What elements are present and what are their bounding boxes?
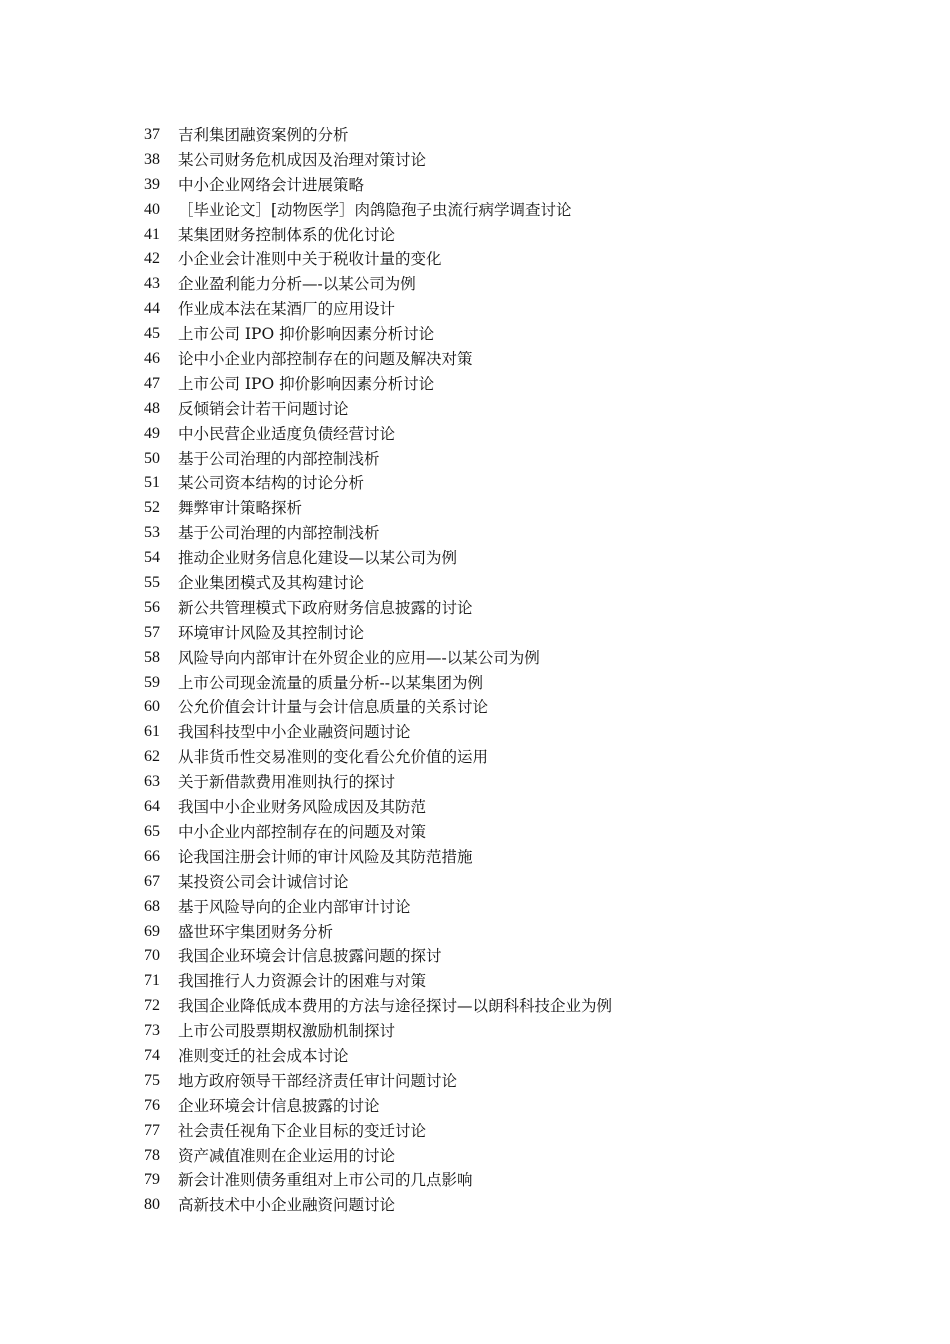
item-title: 某集团财务控制体系的优化讨论 xyxy=(178,225,396,244)
item-number: 56 xyxy=(144,598,160,616)
item-number: 76 xyxy=(144,1096,160,1114)
item-title: 推动企业财务信息化建设—以某公司为例 xyxy=(178,549,458,568)
item-number: 43 xyxy=(144,275,160,293)
item-title: 某公司财务危机成因及治理对策讨论 xyxy=(178,150,427,169)
item-number: 58 xyxy=(144,648,160,666)
list-item xyxy=(144,198,612,223)
item-number: 50 xyxy=(144,449,160,467)
list-item xyxy=(144,173,612,198)
list-item xyxy=(144,546,612,571)
item-title: 某公司资本结构的讨论分析 xyxy=(178,474,365,493)
list-item xyxy=(144,422,612,447)
list-item xyxy=(144,372,612,397)
list-item xyxy=(144,1094,612,1119)
item-number: 53 xyxy=(144,524,160,542)
list-item xyxy=(144,521,612,546)
item-title: 论我国注册会计师的审计风险及其防范措施 xyxy=(178,847,473,866)
list-item xyxy=(144,272,612,297)
item-title: 某投资公司会计诚信讨论 xyxy=(178,872,349,891)
item-number: 51 xyxy=(144,474,160,492)
item-number: 80 xyxy=(144,1196,160,1214)
list-item xyxy=(144,123,612,148)
item-number: 60 xyxy=(144,698,160,716)
item-number: 68 xyxy=(144,897,160,915)
item-number: 73 xyxy=(144,1022,160,1040)
list-item xyxy=(144,944,612,969)
item-number: 67 xyxy=(144,872,160,890)
item-number: 79 xyxy=(144,1171,160,1189)
list-item xyxy=(144,1193,612,1218)
topic-list xyxy=(144,123,612,1218)
item-title: 上市公司现金流量的质量分析--以某集团为例 xyxy=(178,673,483,692)
list-item xyxy=(144,148,612,173)
list-item xyxy=(144,1044,612,1069)
list-item xyxy=(144,571,612,596)
item-number: 71 xyxy=(144,972,160,990)
item-title: 舞弊审计策略探析 xyxy=(178,499,303,518)
item-number: 70 xyxy=(144,947,160,965)
list-item xyxy=(144,646,612,671)
item-number: 48 xyxy=(144,399,160,417)
item-title: 新会计准则债务重组对上市公司的几点影响 xyxy=(178,1171,473,1190)
item-number: 63 xyxy=(144,773,160,791)
list-item xyxy=(144,969,612,994)
item-title: 新公共管理模式下政府财务信息披露的讨论 xyxy=(178,598,473,617)
item-title: 盛世环宇集团财务分析 xyxy=(178,922,334,941)
list-item xyxy=(144,496,612,521)
item-title: 上市公司 IPO 抑价影响因素分析讨论 xyxy=(178,374,435,393)
item-title: 风险导向内部审计在外贸企业的应用—-以某公司为例 xyxy=(178,648,540,667)
item-title: 企业环境会计信息披露的讨论 xyxy=(178,1096,380,1115)
item-number: 39 xyxy=(144,175,160,193)
item-title: 企业集团模式及其构建讨论 xyxy=(178,574,365,593)
item-number: 55 xyxy=(144,574,160,592)
item-title: 基于公司治理的内部控制浅析 xyxy=(178,449,380,468)
item-title: 环境审计风险及其控制讨论 xyxy=(178,623,365,642)
item-number: 66 xyxy=(144,847,160,865)
item-number: 72 xyxy=(144,997,160,1015)
item-number: 45 xyxy=(144,325,160,343)
item-number: 77 xyxy=(144,1121,160,1139)
list-item xyxy=(144,870,612,895)
item-number: 62 xyxy=(144,748,160,766)
item-title: 我国企业降低成本费用的方法与途径探讨—以朗科科技企业为例 xyxy=(178,997,613,1016)
item-title: 小企业会计准则中关于税收计量的变化 xyxy=(178,250,442,269)
item-title: 资产减值准则在企业运用的讨论 xyxy=(178,1146,396,1165)
item-number: 61 xyxy=(144,723,160,741)
list-item xyxy=(144,322,612,347)
list-item xyxy=(144,297,612,322)
list-item xyxy=(144,447,612,472)
item-title: 我国企业环境会计信息披露问题的探讨 xyxy=(178,947,442,966)
item-title: ［毕业论文］[动物医学］肉鸽隐孢子虫流行病学调查讨论 xyxy=(178,200,572,219)
item-number: 57 xyxy=(144,623,160,641)
item-number: 40 xyxy=(144,200,160,218)
list-item xyxy=(144,671,612,696)
item-number: 75 xyxy=(144,1071,160,1089)
list-item xyxy=(144,621,612,646)
item-number: 44 xyxy=(144,300,160,318)
item-title: 吉利集团融资案例的分析 xyxy=(178,126,349,144)
list-item xyxy=(144,1019,612,1044)
item-title: 作业成本法在某酒厂的应用设计 xyxy=(178,300,396,319)
item-title: 上市公司 IPO 抑价影响因素分析讨论 xyxy=(178,325,435,344)
item-number: 65 xyxy=(144,822,160,840)
item-number: 46 xyxy=(144,350,160,368)
item-title: 基于风险导向的企业内部审计讨论 xyxy=(178,897,411,916)
list-item xyxy=(144,845,612,870)
list-item xyxy=(144,1144,612,1169)
item-title: 中小企业网络会计进展策略 xyxy=(178,175,365,194)
item-title: 论中小企业内部控制存在的问题及解决对策 xyxy=(178,350,473,369)
list-item xyxy=(144,820,612,845)
list-item xyxy=(144,895,612,920)
list-item xyxy=(144,1168,612,1193)
item-number: 47 xyxy=(144,374,160,392)
list-item xyxy=(144,770,612,795)
item-number: 49 xyxy=(144,424,160,442)
list-item xyxy=(144,795,612,820)
list-item xyxy=(144,994,612,1019)
list-item xyxy=(144,223,612,248)
item-title: 高新技术中小企业融资问题讨论 xyxy=(178,1196,396,1215)
item-title: 中小民营企业适度负债经营讨论 xyxy=(178,424,396,443)
item-number: 69 xyxy=(144,922,160,940)
item-title: 我国推行人力资源会计的困难与对策 xyxy=(178,972,427,991)
item-title: 我国中小企业财务风险成因及其防范 xyxy=(178,798,427,817)
item-number: 42 xyxy=(144,250,160,268)
list-item xyxy=(144,471,612,496)
item-title: 基于公司治理的内部控制浅析 xyxy=(178,524,380,543)
list-item xyxy=(144,247,612,272)
list-item xyxy=(144,347,612,372)
item-title: 上市公司股票期权激励机制探讨 xyxy=(178,1022,396,1041)
item-title: 公允价值会计计量与会计信息质量的关系讨论 xyxy=(178,698,489,717)
list-item xyxy=(144,1119,612,1144)
item-title: 从非货币性交易准则的变化看公允价值的运用 xyxy=(178,748,489,767)
item-title: 准则变迁的社会成本讨论 xyxy=(178,1046,349,1065)
list-item xyxy=(144,695,612,720)
item-title: 社会责任视角下企业目标的变迁讨论 xyxy=(178,1121,427,1140)
item-number: 41 xyxy=(144,225,160,243)
list-item xyxy=(144,920,612,945)
item-title: 地方政府领导干部经济责任审计问题讨论 xyxy=(178,1071,458,1090)
item-title: 关于新借款费用准则执行的探讨 xyxy=(178,773,396,792)
list-item xyxy=(144,720,612,745)
item-number: 37 xyxy=(144,126,160,143)
item-title: 反倾销会计若干问题讨论 xyxy=(178,399,349,418)
item-number: 59 xyxy=(144,673,160,691)
item-number: 54 xyxy=(144,549,160,567)
item-number: 74 xyxy=(144,1046,160,1064)
item-number: 64 xyxy=(144,798,160,816)
item-title: 企业盈利能力分析—-以某公司为例 xyxy=(178,275,416,294)
list-item xyxy=(144,1069,612,1094)
item-number: 52 xyxy=(144,499,160,517)
item-title: 中小企业内部控制存在的问题及对策 xyxy=(178,822,427,841)
list-item xyxy=(144,596,612,621)
item-number: 38 xyxy=(144,150,160,168)
item-title: 我国科技型中小企业融资问题讨论 xyxy=(178,723,411,742)
list-item xyxy=(144,397,612,422)
item-number: 78 xyxy=(144,1146,160,1164)
list-item xyxy=(144,745,612,770)
